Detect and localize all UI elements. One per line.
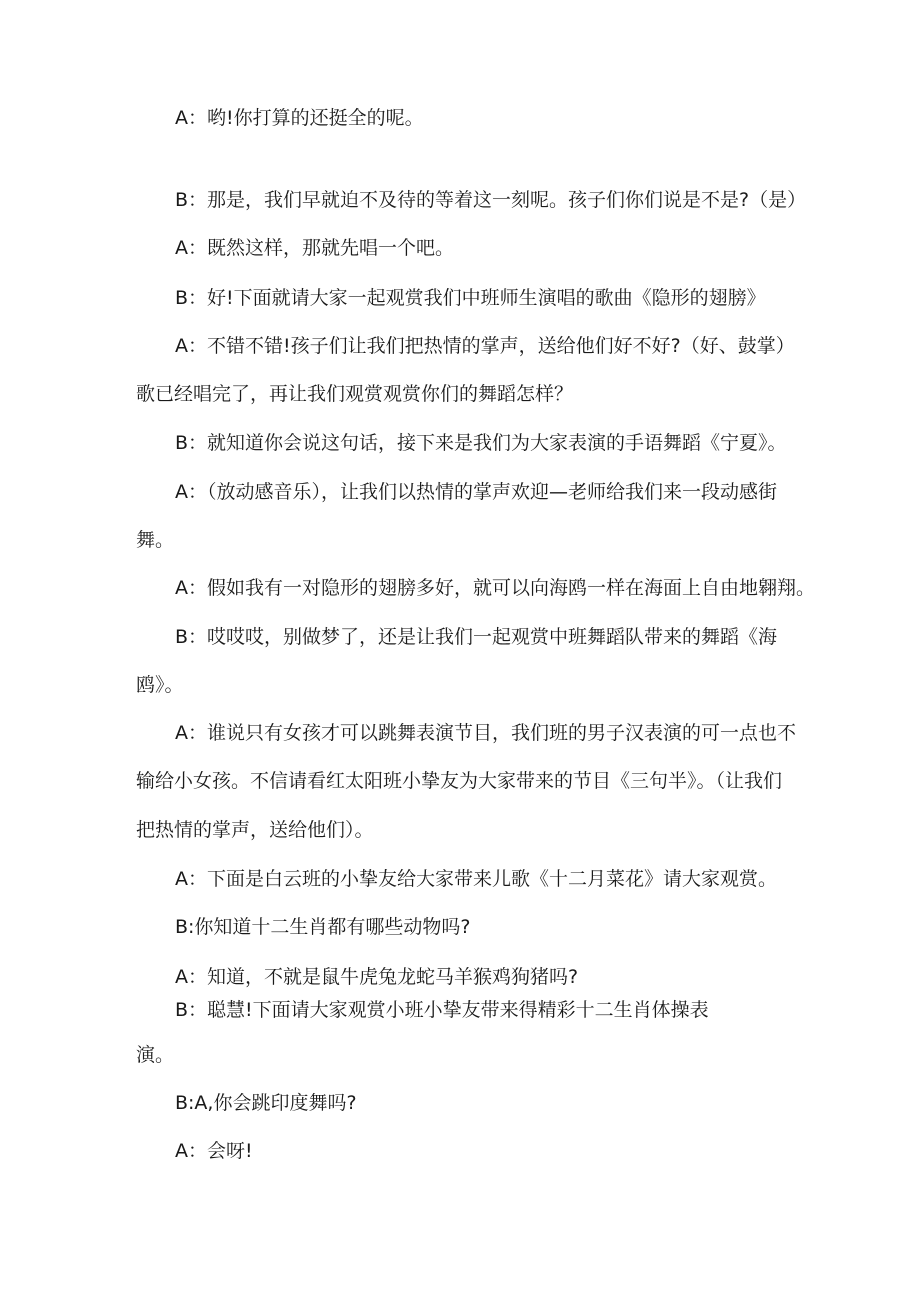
- dialogue-line-continuation: 把热情的掌声，送给他们）。: [136, 819, 374, 841]
- dialogue-line: A：既然这样，那就先唱一个吧。: [175, 237, 454, 259]
- dialogue-line: A：假如我有一对隐形的翅膀多好，就可以向海鸥一样在海面上自由地翱翔。: [175, 577, 815, 599]
- dialogue-line-continuation: 演。: [136, 1044, 175, 1066]
- dialogue-line: B：聪慧!下面请大家观赏小班小挚友带来得精彩十二生肖体操表: [175, 999, 709, 1021]
- dialogue-line-continuation: 歌已经唱完了，再让我们观赏观赏你们的舞蹈怎样？: [136, 383, 574, 405]
- dialogue-line: A：不错不错!孩子们让我们把热情的掌声，送给他们好不好?（好、鼓掌）: [175, 335, 795, 357]
- dialogue-line: B：好!下面就请大家一起观赏我们中班师生演唱的歌曲《隐形的翅膀》: [175, 287, 766, 309]
- dialogue-line-continuation: 输给小女孩。不信请看红太阳班小挚友为大家带来的节目《三句半》。（让我们: [136, 770, 783, 792]
- dialogue-line: A：谁说只有女孩才可以跳舞表演节目，我们班的男子汉表演的可一点也不: [175, 722, 796, 744]
- dialogue-line: A：知道，不就是鼠牛虎兔龙蛇马羊猴鸡狗猪吗?: [175, 966, 579, 988]
- dialogue-line: A：下面是白云班的小挚友给大家带来儿歌《十二月菜花》请大家观赏。: [175, 868, 777, 890]
- dialogue-line: A：哟!你打算的还挺全的呢。: [175, 107, 424, 129]
- dialogue-line: B：那是，我们早就迫不及待的等着这一刻呢。孩子们你们说是不是?（是）: [175, 189, 807, 211]
- dialogue-line-continuation: 鸥》。: [136, 674, 184, 696]
- dialogue-line: B：就知道你会说这句话，接下来是我们为大家表演的手语舞蹈《宁夏》。: [175, 432, 787, 454]
- dialogue-line-continuation: 舞。: [136, 529, 175, 551]
- dialogue-line: B:A,你会跳印度舞吗?: [175, 1092, 357, 1114]
- dialogue-line: B：哎哎哎，别做梦了，还是让我们一起观赏中班舞蹈队带来的舞蹈《海: [175, 626, 778, 648]
- dialogue-line: B:你知道十二生肖都有哪些动物吗?: [175, 916, 471, 938]
- dialogue-line: A：（放动感音乐），让我们以热情的掌声欢迎—老师给我们来一段动感街: [175, 481, 777, 503]
- dialogue-line: A：会呀!: [175, 1140, 253, 1162]
